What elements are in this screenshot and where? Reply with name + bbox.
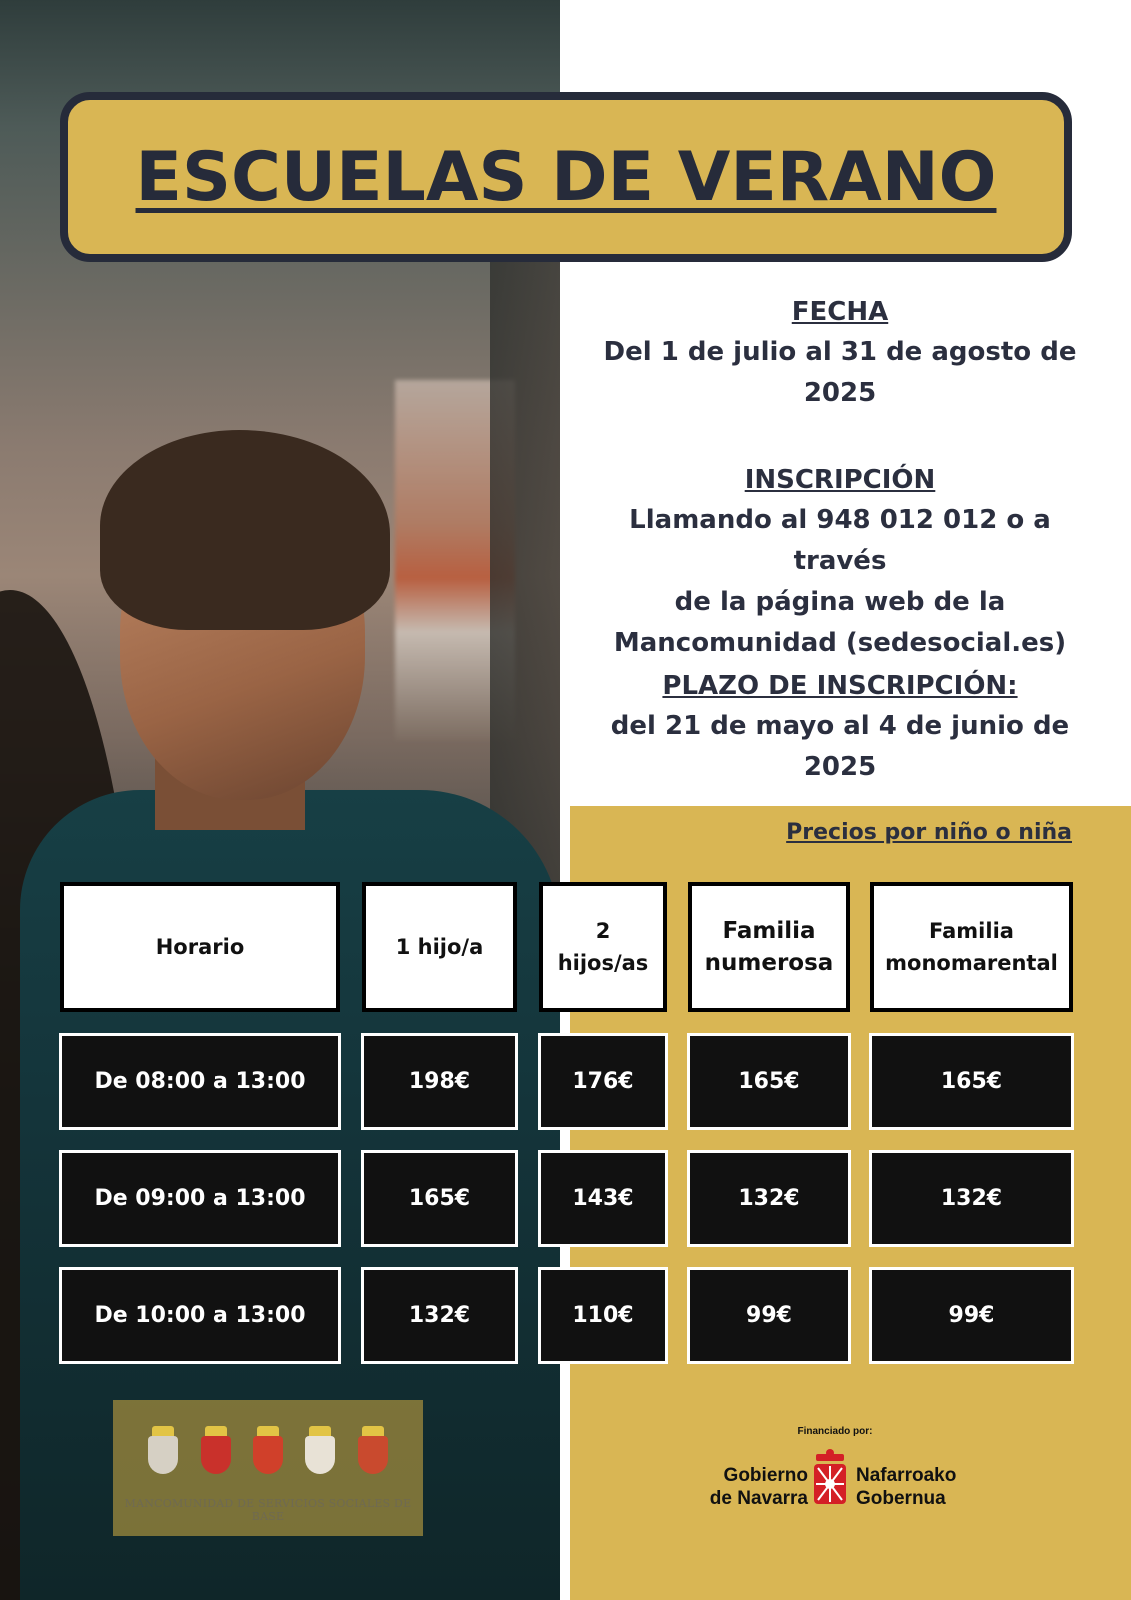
gobierno-eu-name: [856, 1464, 956, 1510]
plazo-section: [590, 666, 1090, 788]
shield-icon-2: [201, 1436, 231, 1474]
financed-by-label: Financiado por:: [797, 1426, 873, 1437]
table-row-2-monomarental: 132€: [869, 1150, 1074, 1247]
table-header-familia-monomarental: [870, 882, 1073, 1012]
table-row-2-1-hijo: 165€: [361, 1150, 518, 1247]
header-label: Familia: [722, 918, 816, 944]
header-label: Familia: [929, 919, 1014, 943]
fecha-heading: FECHA: [791, 297, 889, 327]
gobierno-es-line-1: Gobierno: [723, 1465, 808, 1486]
shield-icon-3: [253, 1436, 283, 1474]
inscripcion-line-2: de la página web de la: [674, 587, 1006, 617]
title-banner: [60, 92, 1072, 262]
table-row-2-2-hijos: 143€: [538, 1150, 668, 1247]
table-row-3-numerosa: 99€: [687, 1267, 851, 1364]
table-row-3-1-hijo: 132€: [361, 1267, 518, 1364]
header-label-2: monomarental: [885, 951, 1058, 975]
navarra-crest-icon: [810, 1448, 850, 1508]
header-label: 1 hijo/a: [395, 935, 484, 959]
table-row-1-1-hijo: 198€: [361, 1033, 518, 1130]
mancomunidad-logo-panel: [113, 1400, 423, 1536]
inscripcion-line-1: Llamando al 948 012 012 o a través: [629, 505, 1051, 576]
prices-note: Precios por niño o niña: [786, 820, 1072, 845]
page-title: ESCUELAS DE VERANO: [135, 137, 997, 217]
fecha-line-2: 2025: [803, 378, 877, 408]
table-header-familia-numerosa: [688, 882, 850, 1012]
shield-icon-4: [305, 1436, 335, 1474]
fecha-section: [590, 292, 1090, 414]
table-row-1-2-hijos: 176€: [538, 1033, 668, 1130]
table-row-1-horario: De 08:00 a 13:00: [59, 1033, 341, 1130]
gobierno-navarra-logo: [690, 1426, 980, 1516]
table-row-3-horario: De 10:00 a 13:00: [59, 1267, 341, 1364]
plazo-heading: PLAZO DE INSCRIPCIÓN:: [662, 671, 1018, 701]
gobierno-eu-line-2: Gobernua: [856, 1488, 946, 1509]
header-label: 2: [595, 919, 611, 943]
plazo-line-1: del 21 de mayo al 4 de junio de: [610, 711, 1070, 741]
table-row-3-monomarental: 99€: [869, 1267, 1074, 1364]
table-header-2-hijos: [539, 882, 667, 1012]
plazo-line-2: 2025: [803, 752, 877, 782]
inscripcion-line-3: Mancomunidad (sedesocial.es): [613, 628, 1067, 658]
gobierno-es-name: [710, 1464, 808, 1510]
table-row-1-monomarental: 165€: [869, 1033, 1074, 1130]
shield-icon-1: [148, 1436, 178, 1474]
mancomunidad-caption: MANCOMUNIDAD DE SERVICIOS SOCIALES DE BASE: [124, 1497, 412, 1523]
table-header-horario: [60, 882, 340, 1012]
table-row-3-2-hijos: 110€: [538, 1267, 668, 1364]
header-label-2: hijos/as: [557, 951, 649, 975]
gobierno-es-line-2: de Navarra: [709, 1488, 808, 1509]
inscripcion-heading: INSCRIPCIÓN: [744, 465, 936, 495]
gobierno-eu-line-1: Nafarroako: [856, 1465, 957, 1486]
table-row-2-numerosa: 132€: [687, 1150, 851, 1247]
header-label-2: numerosa: [704, 950, 834, 976]
header-label: Horario: [155, 935, 245, 959]
shield-icon-5: [358, 1436, 388, 1474]
table-header-1-hijo: [362, 882, 517, 1012]
table-row-2-horario: De 09:00 a 13:00: [59, 1150, 341, 1247]
fecha-line-1: Del 1 de julio al 31 de agosto de: [603, 337, 1077, 367]
photo-child-hair: [100, 430, 390, 630]
inscripcion-section: [590, 460, 1090, 664]
table-row-1-numerosa: 165€: [687, 1033, 851, 1130]
